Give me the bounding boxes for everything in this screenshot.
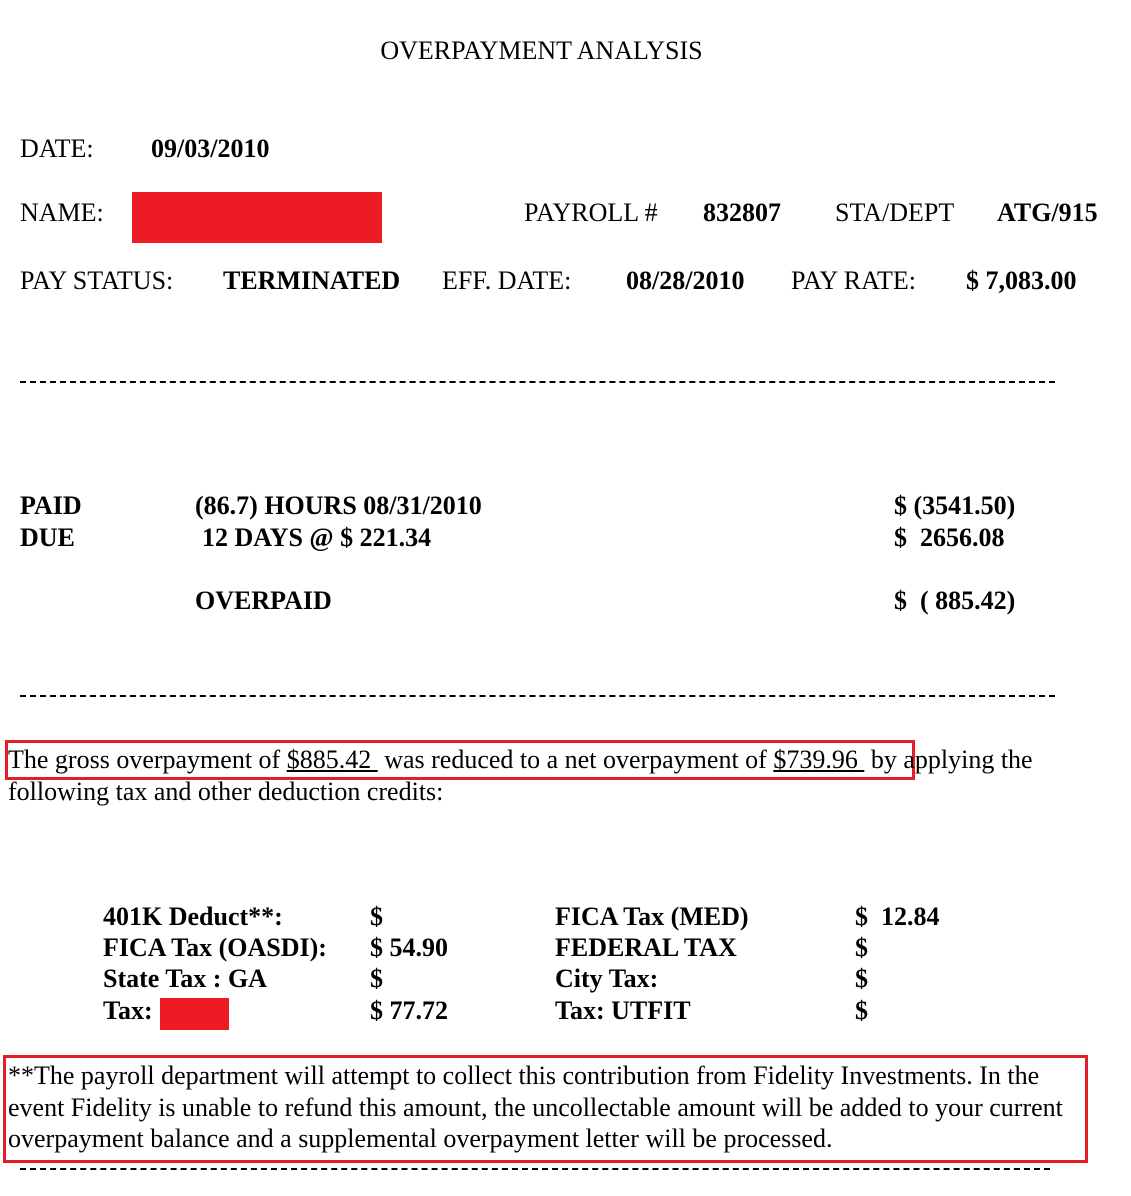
pay-status-label: PAY STATUS: (20, 266, 174, 295)
deduction-label: FICA Tax (OASDI): (103, 933, 327, 962)
summary-text (8, 744, 1083, 807)
summary-part: was reduced to a net overpayment of (377, 745, 774, 774)
divider (20, 381, 1055, 383)
deduction-amount: $ (855, 933, 868, 962)
deduction-label: FEDERAL TAX (555, 933, 737, 962)
paid-amount: $ (3541.50) (894, 491, 1016, 520)
deduction-label: Tax: UTFIT (555, 996, 691, 1025)
deduction-amount: $ 12.84 (855, 902, 940, 931)
deduction-label: State Tax : GA (103, 964, 267, 993)
deduction-amount: $ 77.72 (370, 996, 448, 1025)
eff-date-label: EFF. DATE: (442, 266, 572, 295)
date-label: DATE: (20, 134, 94, 163)
eff-date-value: 08/28/2010 (626, 266, 745, 295)
deduction-label: City Tax: (555, 964, 659, 993)
name-label: NAME: (20, 198, 104, 227)
pay-rate-value: $ 7,083.00 (966, 266, 1077, 295)
sta-dept-value: ATG/915 (997, 198, 1098, 227)
name-redaction (132, 192, 382, 243)
page-title: OVERPAYMENT ANALYSIS (380, 36, 703, 65)
deduction-amount: $ (855, 964, 868, 993)
pay-status-value: TERMINATED (223, 266, 401, 295)
due-label: DUE (20, 523, 75, 552)
sta-dept-label: STA/DEPT (835, 198, 955, 227)
pay-rate-label: PAY RATE: (791, 266, 916, 295)
overpaid-label: OVERPAID (195, 586, 332, 615)
due-amount: $ 2656.08 (894, 523, 1005, 552)
summary-part: The gross overpayment of (8, 745, 287, 774)
deduction-amount: $ (855, 996, 868, 1025)
deduction-amount: $ (370, 964, 383, 993)
deduction-label: 401K Deduct**: (103, 902, 283, 931)
paid-description: (86.7) HOURS 08/31/2010 (195, 491, 482, 520)
paid-label: PAID (20, 491, 82, 520)
deduction-amount: $ 54.90 (370, 933, 448, 962)
tax-redaction (160, 998, 229, 1030)
deduction-label: FICA Tax (MED) (555, 902, 749, 931)
payroll-value: 832807 (703, 198, 781, 227)
deduction-amount: $ (370, 902, 383, 931)
overpaid-amount: $ ( 885.42) (894, 586, 1016, 615)
divider (20, 695, 1055, 697)
date-value: 09/03/2010 (151, 134, 270, 163)
divider (20, 1168, 1050, 1170)
payroll-label: PAYROLL # (524, 198, 658, 227)
due-description: 12 DAYS @ $ 221.34 (202, 523, 432, 552)
net-overpayment: $739.96 (773, 745, 865, 774)
summary-part: by applying the following tax and other deduction credits: (8, 745, 1033, 806)
deduction-label: Tax: (103, 996, 153, 1025)
gross-overpayment: $885.42 (286, 745, 378, 774)
footnote-text: **The payroll department will attempt to collect this contribution from Fidelity Investments. In the event Fidelity is unable to refund this amount, the uncollectable amount will be added to your current overpayment balance and a supplemental overpayment letter will be processed. (8, 1061, 1063, 1153)
